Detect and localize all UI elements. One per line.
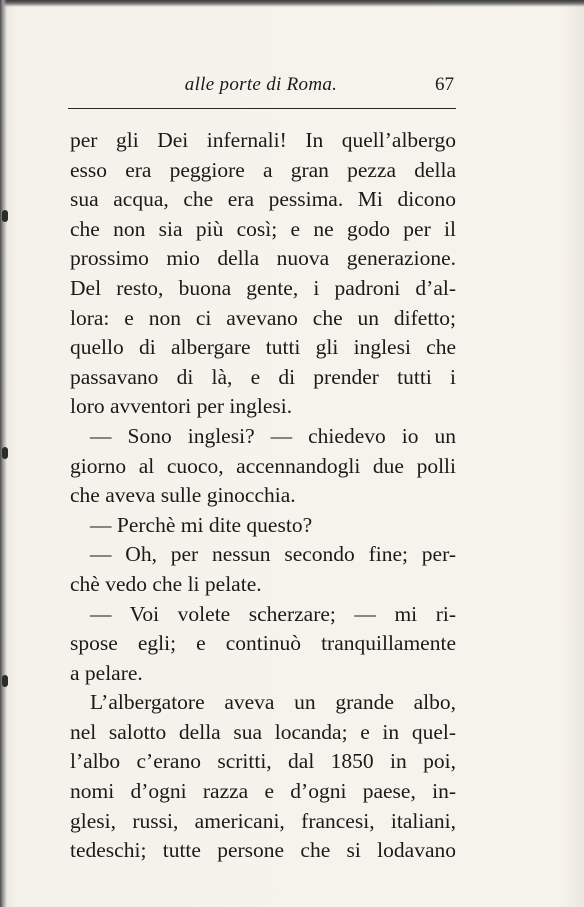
text-line: Del resto, buona gente, i padroni d’al- (70, 275, 456, 300)
text-line: glesi, russi, americani, francesi, italiani, (70, 808, 456, 833)
text-line: che aveva sulle ginocchia. (70, 483, 296, 508)
text-line: passavano di là, e di prender tutti i (70, 364, 456, 389)
text-line: l’albo c’erano scritti, dal 1850 in poi, (70, 749, 456, 774)
text-line: sua acqua, che era pessima. Mi dicono (70, 187, 456, 212)
text-line: a pelare. (70, 660, 143, 685)
text-line: lora: e non ci avevano che un difetto; (70, 305, 456, 330)
header-rule (68, 108, 456, 109)
page-number: 67 (435, 74, 454, 95)
running-title: alle porte di Roma. (184, 74, 338, 95)
text-line: — Perchè mi dite questo? (90, 512, 313, 537)
text-line: quello di albergare tutti gli inglesi che (70, 335, 456, 360)
text-line: — Oh, per nessun secondo fine; per- (90, 542, 456, 567)
binding-hole (2, 210, 8, 222)
text-line: — Voi volete scherzare; — mi ri- (90, 601, 456, 626)
text-line: — Sono inglesi? — chiedevo io un (90, 423, 456, 448)
text-line: L’albergatore aveva un grande albo, (90, 690, 456, 715)
text-line: chè vedo che li pelate. (70, 571, 262, 596)
text-line: per gli Dei infernali! In quell’albergo (70, 128, 456, 152)
text-line: tedeschi; tutte persone che si lodavano (70, 838, 456, 863)
text-line: prossimo mio della nuova generazione. (70, 246, 456, 271)
text-line: spose egli; e continuò tranquillamente (70, 631, 456, 656)
text-line: nomi d’ogni razza e d’ogni paese, in- (70, 779, 456, 804)
text-line: nel salotto della sua locanda; e in quel- (70, 719, 456, 744)
page-top-edge (0, 0, 584, 7)
binding-hole (2, 447, 8, 459)
text-line: che non sia più così; e ne godo per il (70, 216, 456, 241)
binding-hole (2, 675, 8, 687)
running-head (68, 74, 454, 102)
text-line: giorno al cuoco, accennandogli due polli (70, 453, 456, 478)
text-line: esso era peggiore a gran pezza della (70, 157, 456, 182)
body-text (70, 126, 456, 866)
text-line: loro avventori per inglesi. (70, 394, 293, 419)
